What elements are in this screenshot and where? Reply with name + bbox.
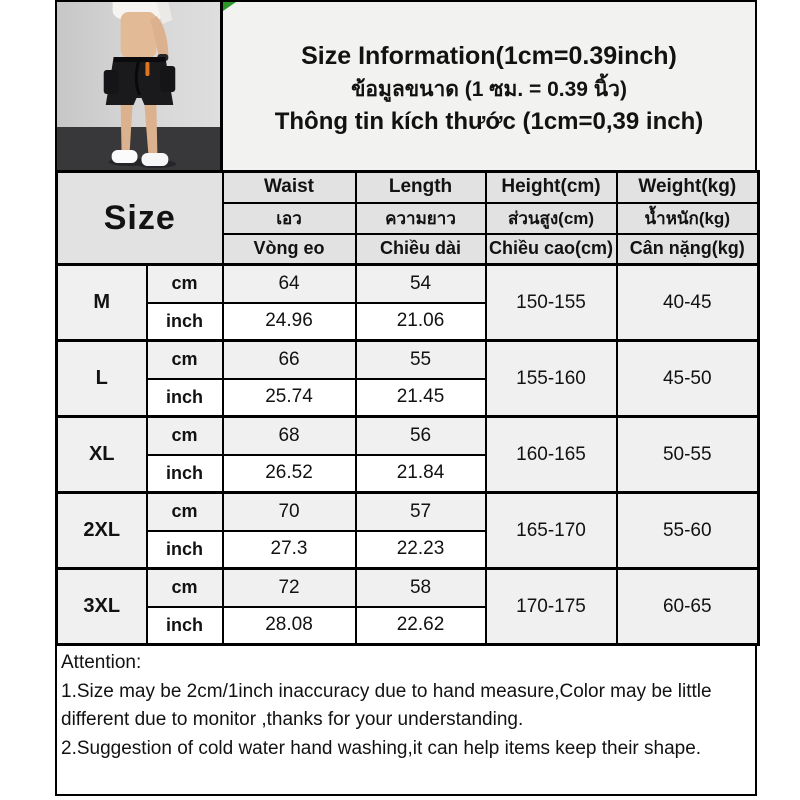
unit-inch: inch	[147, 379, 223, 417]
length-inch-value: 21.06	[356, 303, 486, 341]
size-label: L	[57, 341, 147, 417]
length-cm-value: 58	[356, 569, 486, 607]
weight-range: 40-45	[617, 265, 759, 341]
length-cm-value: 55	[356, 341, 486, 379]
orange-zipper-tag	[145, 62, 149, 76]
cargo-pocket	[160, 66, 175, 92]
waist-cm-value: 72	[223, 569, 356, 607]
col-header-height-th: ส่วนสูง(cm)	[486, 203, 617, 234]
col-header-waist-vi: Vòng eo	[223, 234, 356, 265]
length-inch-value: 22.23	[356, 531, 486, 569]
attention-notes	[55, 646, 757, 796]
title-thai: ข้อมูลขนาด (1 ซม. = 0.39 นิ้ว)	[351, 77, 627, 101]
col-header-length-vi: Chiều dài	[356, 234, 486, 265]
title-box	[223, 2, 755, 170]
height-range: 170-175	[486, 569, 617, 645]
length-inch-value: 21.84	[356, 455, 486, 493]
attention-note-2: 2.Suggestion of cold water hand washing,it can help items keep their shape.	[61, 737, 702, 759]
height-range: 150-155	[486, 265, 617, 341]
size-group-l	[57, 341, 759, 417]
length-cm-value: 56	[356, 417, 486, 455]
unit-cm: cm	[147, 493, 223, 531]
shorts-belt	[114, 57, 166, 62]
waist-inch-value: 26.52	[223, 455, 356, 493]
col-header-waist-th: เอว	[223, 203, 356, 234]
waist-cm-value: 64	[223, 265, 356, 303]
sneaker	[141, 153, 168, 166]
size-group-2xl	[57, 493, 759, 569]
unit-inch: inch	[147, 531, 223, 569]
size-group-3xl	[57, 569, 759, 645]
col-header-weight-vi: Cân nặng(kg)	[617, 234, 759, 265]
waist-cm-value: 68	[223, 417, 356, 455]
length-cm-value: 54	[356, 265, 486, 303]
unit-inch: inch	[147, 607, 223, 645]
waist-inch-value: 28.08	[223, 607, 356, 645]
unit-inch: inch	[147, 455, 223, 493]
weight-range: 55-60	[617, 493, 759, 569]
unit-cm: cm	[147, 265, 223, 303]
attention-heading: Attention:	[61, 652, 142, 673]
size-label: 3XL	[57, 569, 147, 645]
col-header-length-en: Length	[356, 172, 486, 203]
sneaker	[112, 150, 138, 163]
size-label: XL	[57, 417, 147, 493]
cargo-pocket	[104, 70, 119, 94]
waist-cm-value: 70	[223, 493, 356, 531]
col-header-waist-en: Waist	[223, 172, 356, 203]
size-group-xl	[57, 417, 759, 493]
title-vietnamese: Thông tin kích thước (1cm=0,39 inch)	[274, 107, 704, 135]
waist-cm-value: 66	[223, 341, 356, 379]
col-header-weight-th: น้ำหนัก(kg)	[617, 203, 759, 234]
col-header-height-vi: Chiều cao(cm)	[486, 234, 617, 265]
green-corner-triangle	[223, 2, 236, 11]
height-range: 155-160	[486, 341, 617, 417]
weight-range: 45-50	[617, 341, 759, 417]
size-group-m	[57, 265, 759, 341]
unit-cm: cm	[147, 417, 223, 455]
size-label: 2XL	[57, 493, 147, 569]
unit-cm: cm	[147, 341, 223, 379]
waist-inch-value: 25.74	[223, 379, 356, 417]
col-header-height-en: Height(cm)	[486, 172, 617, 203]
size-table	[55, 170, 760, 646]
header-section	[55, 0, 757, 170]
waist-inch-value: 27.3	[223, 531, 356, 569]
unit-inch: inch	[147, 303, 223, 341]
attention-note-1: 1.Size may be 2cm/1inch inaccuracy due to hand measure,Color may be little different due to monitor ,thanks for your understanding.	[61, 680, 712, 730]
product-photo	[57, 2, 223, 170]
model-torso	[121, 12, 157, 58]
size-chart-sheet	[55, 0, 757, 796]
length-cm-value: 57	[356, 493, 486, 531]
col-header-length-th: ความยาว	[356, 203, 486, 234]
weight-range: 50-55	[617, 417, 759, 493]
length-inch-value: 22.62	[356, 607, 486, 645]
height-range: 165-170	[486, 493, 617, 569]
waist-inch-value: 24.96	[223, 303, 356, 341]
model-photo-graphic	[57, 2, 220, 170]
weight-range: 60-65	[617, 569, 759, 645]
size-header-cell: Size	[57, 172, 223, 265]
table-header	[57, 172, 759, 265]
height-range: 160-165	[486, 417, 617, 493]
title-english: Size Information(1cm=0.39inch)	[301, 42, 677, 71]
length-inch-value: 21.45	[356, 379, 486, 417]
unit-cm: cm	[147, 569, 223, 607]
size-label: M	[57, 265, 147, 341]
col-header-weight-en: Weight(kg)	[617, 172, 759, 203]
